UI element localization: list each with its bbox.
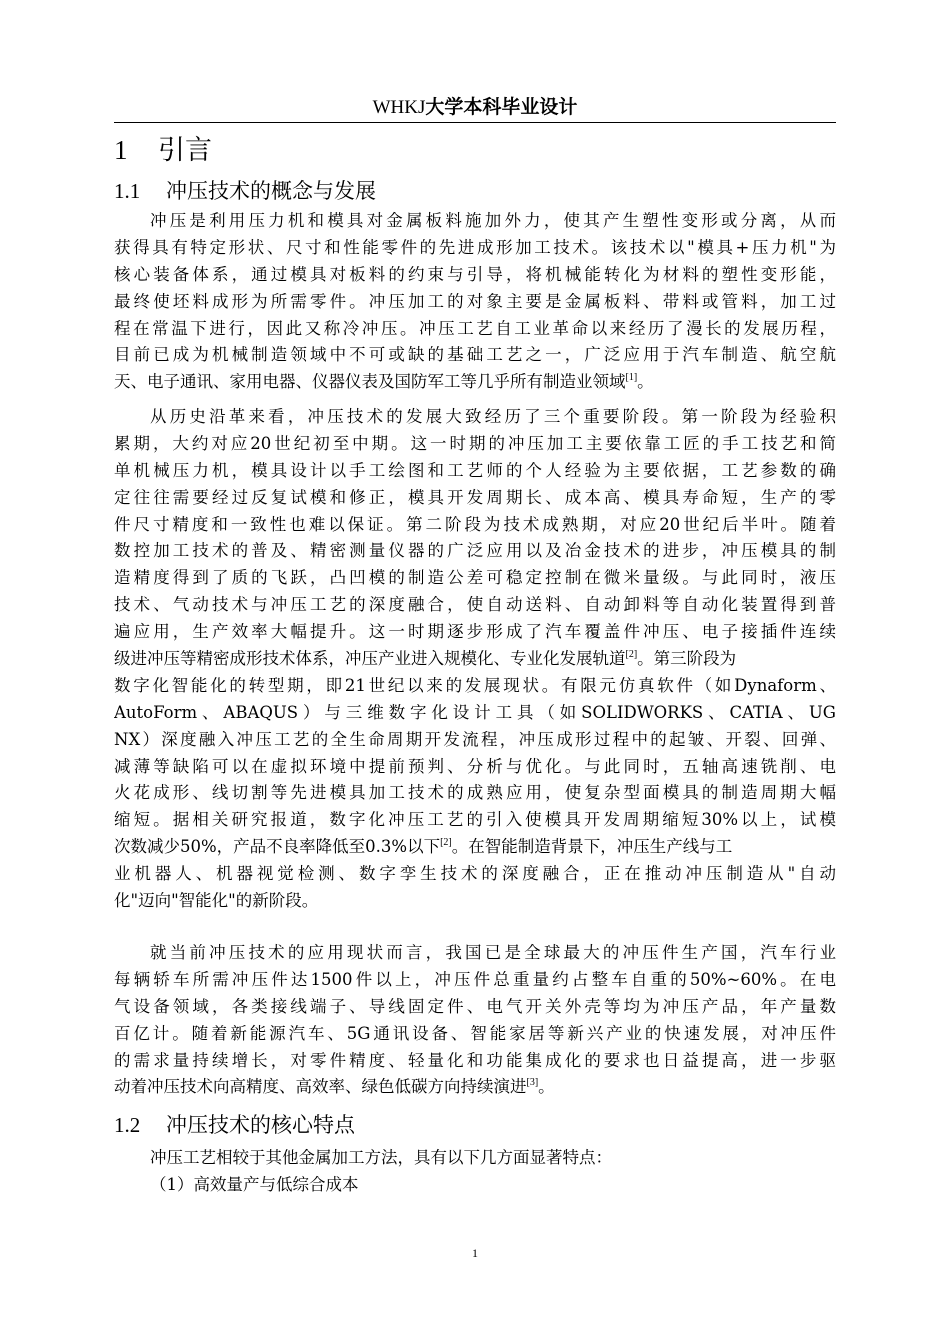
text-line: [114, 646, 836, 673]
page-number: 1: [472, 1246, 478, 1260]
text-line: 件尺寸精度和一致性也难以保证。第二阶段为技术成熟期，对应20世纪后半叶。随着: [114, 514, 836, 534]
text-line: 的需求量持续增长，对零件精度、轻量化和功能集成化的要求也日益提高，进一步驱: [114, 1050, 836, 1070]
page-header: [114, 92, 836, 123]
section-number: 1: [114, 135, 128, 165]
text-line: [114, 1074, 836, 1101]
text-line: 化"迈向"智能化"的新阶段。: [114, 891, 319, 911]
text-line: 缩短。据相关研究报道，数字化冲压工艺的引入使模具开发周期缩短30%以上，试模: [114, 810, 836, 830]
text-span: 动着冲压技术向高精度、高效率、绿色低碳方向持续演进: [114, 1077, 527, 1097]
list-item: （1）高效量产与低综合成本: [150, 1174, 359, 1194]
citation: [2]: [625, 649, 638, 661]
paragraph-4: [114, 1145, 836, 1199]
text-line: 目前已成为机械制造领域中不可或缺的基础工艺之一，广泛应用于汽车制造、航空航: [114, 345, 836, 365]
citation: [2]: [440, 837, 452, 849]
text-line: [114, 369, 836, 396]
text-line: 程在常温下进行，因此又称冷冲压。冲压工艺自工业革命以来经历了漫长的发展历程，: [114, 318, 836, 338]
text-line: 最终使坯料成形为所需零件。冲压加工的对象主要是金属板料、带料或管料，加工过: [114, 291, 836, 311]
paragraph-2: [114, 404, 836, 915]
text-line: 冲压工艺相较于其他金属加工方法，具有以下几方面显著特点：: [150, 1148, 612, 1167]
text-line: 数控加工技术的普及、精密测量仪器的广泛应用以及冶金技术的进步，冲压模具的制: [114, 541, 836, 561]
text-line: 从历史沿革来看，冲压技术的发展大致经历了三个重要阶段。第一阶段为经验积: [150, 407, 836, 426]
section-number: 1.2: [114, 1113, 141, 1137]
paragraph-1: [114, 208, 836, 396]
text-line: 数字化智能化的转型期，即21世纪以来的发展现状。有限元仿真软件（如Dynaform、: [114, 675, 836, 695]
text-line: 就当前冲压技术的应用现状而言，我国已是全球最大的冲压件生产国，汽车行业: [150, 943, 836, 962]
text-span: 。在智能制造背景下，冲压生产线与工: [451, 837, 733, 857]
section-1-2-heading: [114, 1109, 355, 1141]
text-line: 遍应用，生产效率大幅提升。这一时期逐步形成了汽车覆盖件冲压、电子接插件连续: [114, 622, 836, 642]
section-title: 冲压技术的核心特点: [166, 1113, 355, 1137]
text-line: 每辆轿车所需冲压件达1500件以上，冲压件总重量约占整车自重的50%~60%。在电: [114, 969, 836, 989]
text-line: 减薄等缺陷可以在虚拟环境中提前预判、分析与优化。与此同时，五轴高速铣削、电: [114, 756, 836, 776]
section-1-heading: [114, 130, 212, 171]
header-code: WHKJ: [372, 97, 426, 118]
text-span: 级进冲压等精密成形技术体系，冲压产业进入规模化、专业化发展轨道: [114, 649, 626, 669]
text-span: [114, 646, 736, 673]
text-line: 累期，大约对应20世纪初至中期。这一时期的冲压加工主要依靠工匠的手工技艺和简: [114, 433, 836, 453]
header-title: 大学本科毕业设计: [425, 96, 578, 118]
text-line: 冲压是利用压力机和模具对金属板料施加外力，使其产生塑性变形或分离，从而: [150, 211, 836, 230]
section-title: 冲压技术的概念与发展: [166, 179, 376, 203]
text-span: 。第三阶段为: [637, 649, 737, 669]
section-title: 引言: [158, 135, 212, 166]
text-line: 造精度得到了质的飞跃，凸凹模的制造公差可稳定控制在微米量级。与此同时，液压: [114, 568, 836, 588]
section-number: 1.1: [114, 179, 141, 203]
text-line: 百亿计。随着新能源汽车、5G通讯设备、智能家居等新兴产业的快速发展，对冲压件: [114, 1023, 836, 1043]
text-line: [114, 834, 836, 861]
section-1-1-heading: [114, 175, 376, 207]
text-line: 获得具有特定形状、尺寸和性能零件的先进成形加工技术。该技术以"模具+压力机"为: [114, 237, 836, 257]
text-line: AutoForm、ABAQUS）与三维数字化设计工具（如SOLIDWORKS、CATIA、UG: [114, 702, 836, 722]
citation: [3]: [526, 1077, 539, 1089]
paragraph-3: [114, 940, 836, 1101]
text-span: 。: [637, 372, 654, 392]
text-line: 核心装备体系，通过模具对板料的约束与引导，将机械能转化为材料的塑性变形能，: [114, 264, 836, 284]
text-line: 火花成形、线切割等先进模具加工技术的成熟应用，使复杂型面模具的制造周期大幅: [114, 783, 836, 803]
text-line: NX）深度融入冲压工艺的全生命周期开发流程，冲压成形过程中的起皱、开裂、回弹、: [114, 729, 836, 749]
text-span: 天、电子通讯、家用电器、仪器仪表及国防军工等几乎所有制造业领域: [114, 372, 626, 392]
citation: [1]: [625, 372, 638, 384]
text-line: 气设备领域，各类接线端子、导线固定件、电气开关外壳等均为冲压产品，年产量数: [114, 996, 836, 1016]
text-line: 单机械压力机，模具设计以手工绘图和工艺师的个人经验为主要依据，工艺参数的确: [114, 460, 836, 480]
text-span: 次数减少50%，产品不良率降低至0.3%以下: [114, 837, 441, 857]
text-line: 业机器人、机器视觉检测、数字孪生技术的深度融合，正在推动冲压制造从"自动: [114, 864, 836, 884]
text-span: 。: [538, 1077, 555, 1097]
text-line: 技术、气动技术与冲压工艺的深度融合，使自动送料、自动卸料等自动化装置得到普: [114, 595, 836, 615]
text-line: 定往往需要经过反复试模和修正，模具开发周期长、成本高、模具寿命短，生产的零: [114, 487, 836, 507]
